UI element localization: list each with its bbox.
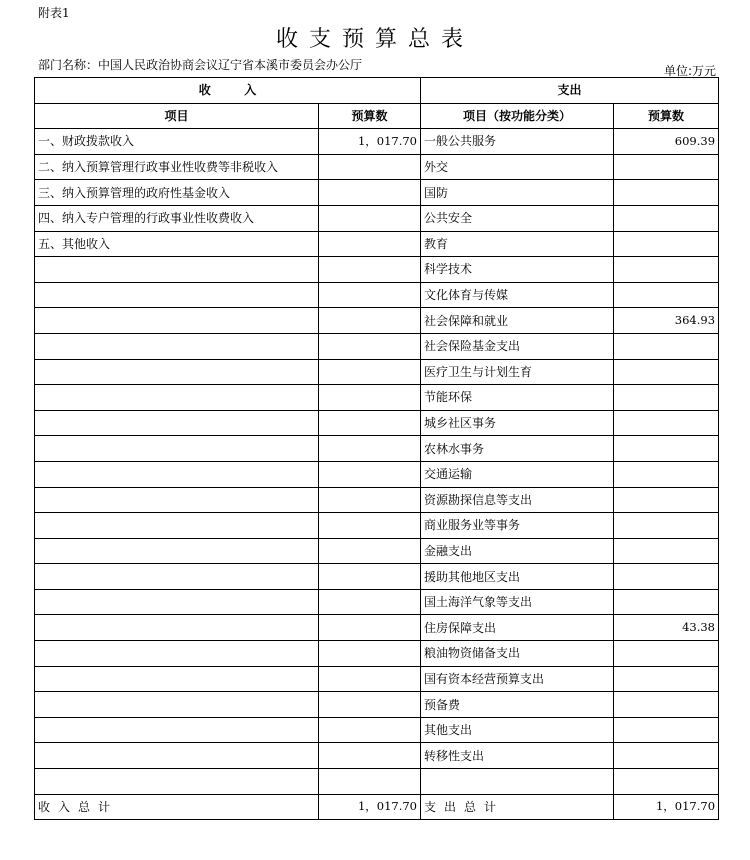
table-row	[35, 461, 719, 487]
expense-budget-cell	[614, 487, 719, 513]
expense-item-cell: 教育	[421, 231, 614, 257]
expense-budget-cell	[614, 666, 719, 692]
income-item-cell	[35, 487, 319, 513]
table-row	[35, 180, 719, 206]
income-budget-cell	[319, 564, 421, 590]
income-budget-cell	[319, 692, 421, 718]
expense-item-cell: 农林水事务	[421, 436, 614, 462]
income-item-cell: 四、纳入专户管理的行政事业性收费收入	[35, 205, 319, 231]
table-row	[35, 333, 719, 359]
expense-budget-cell	[614, 410, 719, 436]
expense-budget-cell	[614, 257, 719, 283]
income-budget-cell	[319, 385, 421, 411]
table-row	[35, 282, 719, 308]
expense-item-cell: 国土海洋气象等支出	[421, 589, 614, 615]
table-row	[35, 615, 719, 641]
table-row	[35, 564, 719, 590]
income-budget-cell	[319, 743, 421, 769]
expense-item-cell: 粮油物资储备支出	[421, 641, 614, 667]
income-budget-cell	[319, 308, 421, 334]
budget-table	[34, 77, 719, 820]
table-row	[35, 257, 719, 283]
income-item-cell: 三、纳入预算管理的政府性基金收入	[35, 180, 319, 206]
income-total-label: 收入总计	[35, 794, 319, 820]
expense-item-cell: 文化体育与传媒	[421, 282, 614, 308]
expense-budget-cell	[614, 538, 719, 564]
expense-item-cell: 外交	[421, 154, 614, 180]
table-row	[35, 769, 719, 795]
table-row	[35, 641, 719, 667]
expense-budget-cell: 609.39	[614, 129, 719, 155]
expense-item-cell: 其他支出	[421, 717, 614, 743]
income-item-cell	[35, 308, 319, 334]
expense-budget-cell	[614, 180, 719, 206]
page-title: 收支预算总表	[275, 27, 474, 52]
table-row	[35, 666, 719, 692]
expense-item-cell: 一般公共服务	[421, 129, 614, 155]
table-row	[35, 538, 719, 564]
expense-total-value: 1，017.70	[614, 794, 719, 820]
table-row	[35, 513, 719, 539]
header-row-columns	[35, 103, 719, 129]
expense-item-cell: 医疗卫生与计划生育	[421, 359, 614, 385]
table-row	[35, 205, 719, 231]
income-item-cell	[35, 589, 319, 615]
table-row	[35, 717, 719, 743]
income-budget-cell	[319, 154, 421, 180]
expense-item-cell: 援助其他地区支出	[421, 564, 614, 590]
header-row-sections	[35, 78, 719, 104]
income-item-cell	[35, 385, 319, 411]
expense-budget-cell	[614, 692, 719, 718]
income-item-cell: 五、其他收入	[35, 231, 319, 257]
expense-budget-cell	[614, 359, 719, 385]
table-row	[35, 359, 719, 385]
expense-budget-cell	[614, 282, 719, 308]
expense-budget-cell: 43.38	[614, 615, 719, 641]
expense-item-cell: 节能环保	[421, 385, 614, 411]
income-budget-cell	[319, 436, 421, 462]
income-budget-cell	[319, 410, 421, 436]
expense-budget-cell	[614, 743, 719, 769]
income-budget-cell	[319, 205, 421, 231]
expense-item-cell: 科学技术	[421, 257, 614, 283]
income-item-cell	[35, 666, 319, 692]
income-item-cell	[35, 282, 319, 308]
expense-item-cell: 社会保障和就业	[421, 308, 614, 334]
income-budget-header: 预算数	[319, 103, 421, 129]
income-item-cell	[35, 538, 319, 564]
table-row	[35, 487, 719, 513]
expense-budget-cell	[614, 231, 719, 257]
table-row	[35, 231, 719, 257]
income-budget-cell	[319, 589, 421, 615]
expense-item-cell: 商业服务业等事务	[421, 513, 614, 539]
income-section-header: 收 入	[35, 78, 421, 104]
income-budget-cell	[319, 666, 421, 692]
income-budget-cell	[319, 487, 421, 513]
income-budget-cell	[319, 717, 421, 743]
income-item-cell	[35, 615, 319, 641]
income-item-cell	[35, 257, 319, 283]
expense-budget-cell	[614, 333, 719, 359]
expense-budget-cell	[614, 717, 719, 743]
table-row	[35, 589, 719, 615]
expense-budget-cell	[614, 385, 719, 411]
expense-budget-cell	[614, 436, 719, 462]
income-item-cell	[35, 717, 319, 743]
expense-item-cell: 社会保险基金支出	[421, 333, 614, 359]
income-item-cell	[35, 461, 319, 487]
totals-row	[35, 794, 719, 820]
table-row	[35, 692, 719, 718]
unit-label: 单位:万元	[663, 64, 716, 78]
expense-item-cell: 金融支出	[421, 538, 614, 564]
income-item-header: 项目	[35, 103, 319, 129]
expense-budget-cell	[614, 154, 719, 180]
expense-budget-cell	[614, 513, 719, 539]
expense-item-cell: 转移性支出	[421, 743, 614, 769]
income-budget-cell	[319, 180, 421, 206]
income-budget-cell	[319, 461, 421, 487]
income-budget-cell	[319, 257, 421, 283]
expense-item-cell: 交通运输	[421, 461, 614, 487]
expense-budget-cell: 364.93	[614, 308, 719, 334]
expense-budget-header: 预算数	[614, 103, 719, 129]
income-item-cell	[35, 513, 319, 539]
income-budget-cell	[319, 538, 421, 564]
expense-budget-cell	[614, 769, 719, 795]
table-row	[35, 308, 719, 334]
income-item-cell	[35, 333, 319, 359]
income-item-cell	[35, 692, 319, 718]
table-row	[35, 743, 719, 769]
income-item-cell	[35, 769, 319, 795]
expense-item-cell: 城乡社区事务	[421, 410, 614, 436]
expense-budget-cell	[614, 589, 719, 615]
income-budget-cell: 1，017.70	[319, 129, 421, 155]
income-budget-cell	[319, 641, 421, 667]
expense-item-cell	[421, 769, 614, 795]
income-budget-cell	[319, 615, 421, 641]
table-row	[35, 154, 719, 180]
expense-item-cell: 国防	[421, 180, 614, 206]
expense-budget-cell	[614, 205, 719, 231]
income-item-cell: 二、纳入预算管理行政事业性收费等非税收入	[35, 154, 319, 180]
income-item-cell	[35, 641, 319, 667]
table-row	[35, 129, 719, 155]
income-item-cell	[35, 410, 319, 436]
table-row	[35, 385, 719, 411]
income-item-cell	[35, 436, 319, 462]
income-budget-cell	[319, 513, 421, 539]
expense-section-header: 支出	[421, 78, 719, 104]
income-budget-cell	[319, 769, 421, 795]
income-budget-cell	[319, 231, 421, 257]
income-item-cell	[35, 564, 319, 590]
expense-item-cell: 预备费	[421, 692, 614, 718]
income-item-cell: 一、财政拨款收入	[35, 129, 319, 155]
department-name: 部门名称：中国人民政治协商会议辽宁省本溪市委员会办公厅	[38, 58, 363, 72]
expense-budget-cell	[614, 461, 719, 487]
income-budget-cell	[319, 359, 421, 385]
income-total-value: 1，017.70	[319, 794, 421, 820]
expense-item-header: 项目（按功能分类）	[421, 103, 614, 129]
table-row	[35, 436, 719, 462]
expense-budget-cell	[614, 641, 719, 667]
expense-item-cell: 住房保障支出	[421, 615, 614, 641]
annex-label: 附表1	[38, 6, 70, 20]
income-item-cell	[35, 743, 319, 769]
table-row	[35, 410, 719, 436]
income-budget-cell	[319, 282, 421, 308]
expense-budget-cell	[614, 564, 719, 590]
expense-total-label: 支出总计	[421, 794, 614, 820]
expense-item-cell: 资源勘探信息等支出	[421, 487, 614, 513]
expense-item-cell: 公共安全	[421, 205, 614, 231]
expense-item-cell: 国有资本经营预算支出	[421, 666, 614, 692]
income-budget-cell	[319, 333, 421, 359]
income-item-cell	[35, 359, 319, 385]
